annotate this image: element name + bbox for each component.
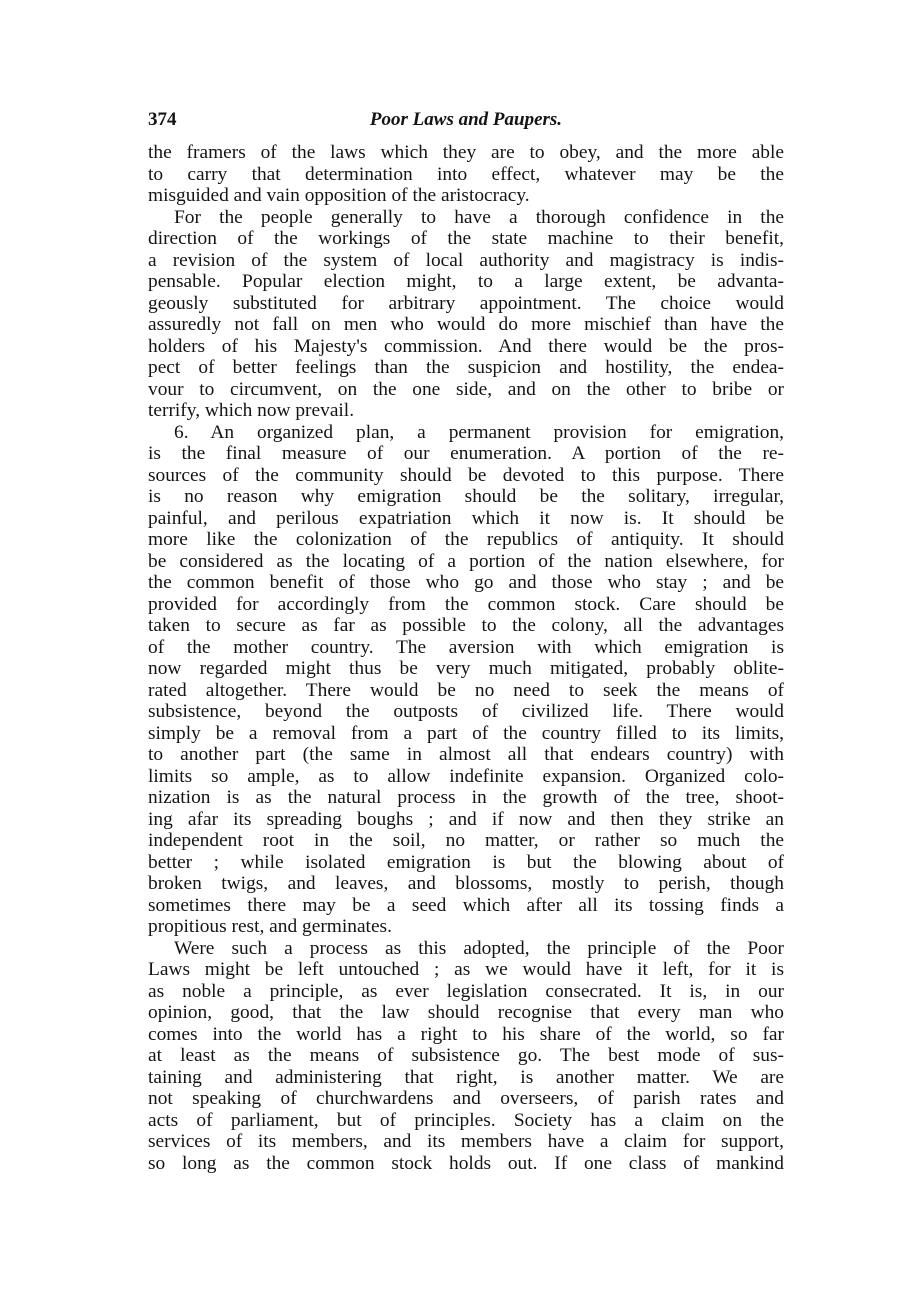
- text-line: Were such a process as this adopted, the principle of the Poor: [174, 937, 784, 959]
- text-line: ing afar its spreading boughs ; and if now and then they strike an: [148, 808, 784, 830]
- text-line: provided for accordingly from the common stock. Care should be: [148, 593, 784, 615]
- text-line: is the final measure of our enumeration. A portion of the re-: [148, 443, 784, 464]
- body-text: [148, 142, 784, 1174]
- text-line: opinion, good, that the law should recognise that every man who: [148, 1002, 784, 1023]
- text-line: geously substituted for arbitrary appointment. The choice would: [148, 292, 784, 314]
- text-line: taining and administering that right, is another matter. We are: [148, 1066, 784, 1088]
- text-line: not speaking of churchwardens and overseers, of parish rates and: [148, 1088, 784, 1109]
- text-line: independent root in the soil, no matter, or rather so much the: [148, 830, 784, 851]
- text-line: subsistence, beyond the outposts of civilized life. There would: [148, 701, 784, 722]
- book-page: [148, 108, 784, 1174]
- text-line: terrify, which now prevail.: [148, 400, 355, 421]
- text-line: to another part (the same in almost all that endears country) with: [148, 744, 784, 765]
- text-line: direction of the workings of the state machine to their benefit,: [148, 228, 784, 249]
- text-line: nization is as the natural process in the growth of the tree, shoot-: [148, 787, 784, 808]
- text-line: painful, and perilous expatriation which it now is. It should be: [148, 507, 784, 529]
- text-line: propitious rest, and germinates.: [148, 916, 392, 937]
- text-line: For the people generally to have a thorough confidence in the: [174, 206, 784, 228]
- text-line: vour to circumvent, on the one side, and on the other to bribe or: [148, 378, 784, 400]
- text-line: Laws might be left untouched ; as we would have it left, for it is: [148, 959, 784, 980]
- text-line: the common benefit of those who go and those who stay ; and be: [148, 572, 784, 593]
- text-line: comes into the world has a right to his share of the world, so far: [148, 1023, 784, 1045]
- text-line: of the mother country. The aversion with which emigration is: [148, 636, 784, 658]
- text-line: so long as the common stock holds out. If one class of mankind: [148, 1152, 784, 1174]
- text-line: be considered as the locating of a portion of the nation elsewhere, for: [148, 550, 784, 572]
- text-line: as noble a principle, as ever legislation consecrated. It is, in our: [148, 980, 784, 1002]
- text-line: services of its members, and its members have a claim for support,: [148, 1131, 784, 1152]
- text-line: simply be a removal from a part of the country filled to its limits,: [148, 722, 784, 744]
- text-line: assuredly not fall on men who would do more mischief than have the: [148, 314, 784, 335]
- text-line: misguided and vain opposition of the aristocracy.: [148, 185, 530, 206]
- running-title: Poor Laws and Paupers.: [369, 109, 563, 130]
- text-line: is no reason why emigration should be the solitary, irregular,: [148, 486, 784, 507]
- text-line: to carry that determination into effect, whatever may be the: [148, 163, 784, 185]
- running-head: [148, 108, 784, 132]
- text-line: better ; while isolated emigration is but the blowing about of: [148, 851, 784, 873]
- text-line: broken twigs, and leaves, and blossoms, mostly to perish, though: [148, 873, 784, 894]
- text-line: taken to secure as far as possible to the colony, all the advantages: [148, 615, 784, 636]
- text-line: rated altogether. There would be no need to seek the means of: [148, 679, 784, 701]
- text-line: acts of parliament, but of principles. Society has a claim on the: [148, 1109, 784, 1131]
- text-line: pensable. Popular election might, to a large extent, be advanta-: [148, 271, 784, 292]
- text-line: the framers of the laws which they are to obey, and the more able: [148, 142, 784, 163]
- text-line: 6. An organized plan, a permanent provision for emigration,: [174, 421, 784, 443]
- text-line: now regarded might thus be very much mitigated, probably oblite-: [148, 658, 784, 679]
- page-number: 374: [148, 109, 177, 130]
- text-line: pect of better feelings than the suspicion and hostility, the endea-: [148, 357, 784, 378]
- text-line: a revision of the system of local authority and magistracy is indis-: [148, 249, 784, 271]
- text-line: sources of the community should be devoted to this purpose. There: [148, 464, 784, 486]
- text-line: holders of his Majesty's commission. And there would be the pros-: [148, 335, 784, 357]
- text-line: more like the colonization of the republics of antiquity. It should: [148, 529, 784, 550]
- text-line: at least as the means of subsistence go. The best mode of sus-: [148, 1045, 784, 1066]
- text-line: limits so ample, as to allow indefinite expansion. Organized colo-: [148, 765, 784, 787]
- text-line: sometimes there may be a seed which after all its tossing finds a: [148, 894, 784, 916]
